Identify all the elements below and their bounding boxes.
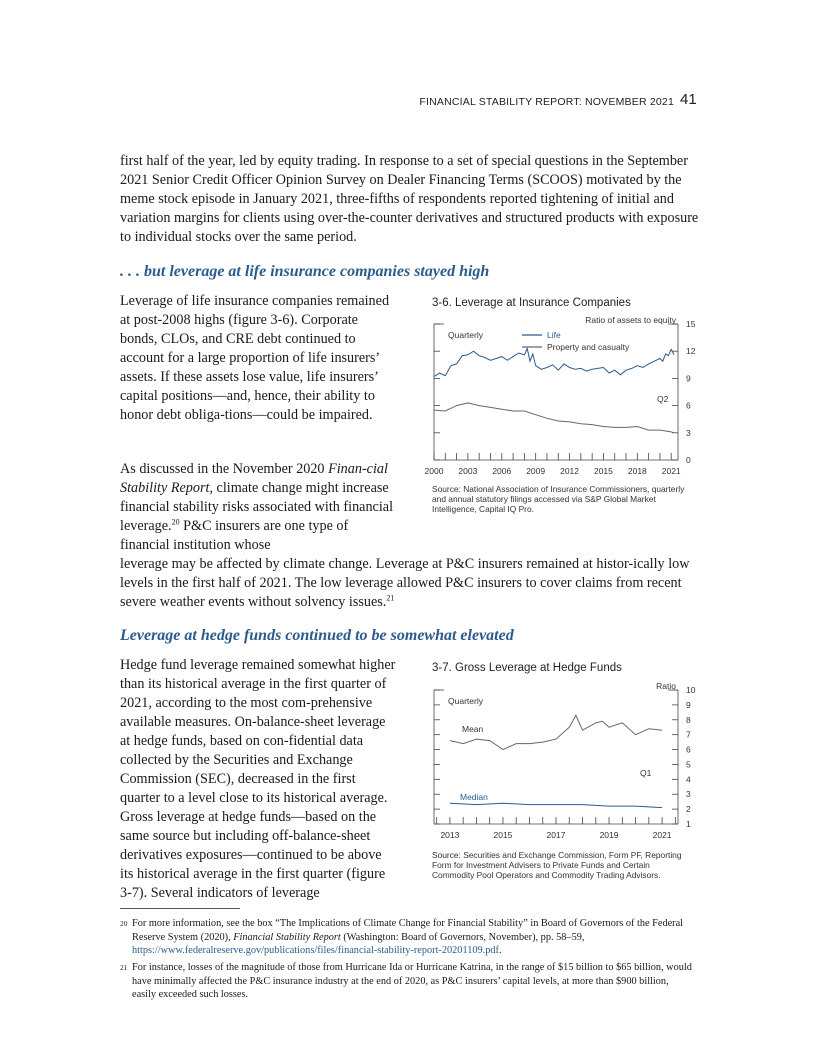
x-tick-label: 2000 bbox=[424, 466, 444, 476]
footnote-20 bbox=[120, 917, 692, 958]
x-tick-label: 2009 bbox=[526, 466, 546, 476]
intro-paragraph: first half of the year, led by equity trading. In response to a set of special questions in the September 2021 Senior Credit Officer Opinion Survey on Dealer Financing Terms (SCOOS) motivated by the meme stock episode in January 2021, three-fifths of respondents reported tightening of initial and variation margins for clients using over-the-counter derivatives and structured products with exposure to individual stocks over the same period. bbox=[120, 153, 699, 245]
climate-text-c: P&C insurers are one type of financial institution whose bbox=[120, 518, 349, 553]
series-pc-line bbox=[434, 403, 674, 433]
figure-3-7-title: 3-7. Gross Leverage at Hedge Funds bbox=[432, 662, 622, 674]
page-number: 41 bbox=[680, 91, 697, 108]
y-tick-label: 3 bbox=[686, 427, 691, 438]
y-tick-label: 1 bbox=[686, 819, 691, 829]
section-heading-life-insurance: . . . but leverage at life insurance companies stayed high bbox=[120, 263, 490, 280]
footnote-ref-20: 20 bbox=[171, 517, 180, 527]
x-tick-label: 2021 bbox=[652, 830, 672, 840]
footnote-20-italic: Financial Stability Report bbox=[233, 931, 341, 943]
insurance-leverage-svg bbox=[420, 310, 700, 480]
climate-text-a: As discussed in the November 2020 bbox=[120, 461, 329, 477]
y-axis-label: Ratio bbox=[656, 681, 676, 691]
hedge-fund-leverage-svg bbox=[420, 676, 700, 848]
series-life-line bbox=[434, 349, 674, 377]
footnote-20-number: 20 bbox=[120, 919, 128, 928]
footnote-divider bbox=[120, 908, 240, 909]
y-tick-label: 9 bbox=[686, 373, 691, 384]
climate-paragraph bbox=[120, 460, 396, 555]
fsr-title-italic: Finan-cial Stability Report, bbox=[120, 461, 388, 496]
x-tick-label: 2018 bbox=[627, 466, 647, 476]
x-tick-label: 2015 bbox=[593, 466, 613, 476]
footnote-20-text bbox=[120, 917, 692, 958]
x-tick-label: 2003 bbox=[458, 466, 478, 476]
life-insurance-paragraph: Leverage of life insurance companies remained at post-2008 highs (figure 3-6). Corporate bonds, CLOs, and CRE debt continued to account for a large proportion of life insurers’ assets. If these assets lose value, life insurers’ capital positions—and, hence, their ability to honor debt obliga-tions—could be impaired. bbox=[120, 293, 390, 423]
footnote-ref-21: 21 bbox=[386, 593, 395, 603]
series-median-label: Median bbox=[460, 792, 488, 802]
figure-3-6-source: Source: National Association of Insurance Commissioners, quarterly and annual statutory filings accessed via S&P Global Market Intelligence, Capital IQ Pro. bbox=[432, 484, 685, 514]
frequency-label: Quarterly bbox=[448, 330, 483, 340]
y-tick-label: 9 bbox=[686, 699, 691, 710]
y-tick-label: 8 bbox=[686, 714, 691, 725]
y-tick-label: 10 bbox=[686, 685, 696, 695]
y-tick-label: 2 bbox=[686, 804, 691, 815]
frequency-label: Quarterly bbox=[448, 696, 483, 706]
x-tick-label: 2012 bbox=[560, 466, 580, 476]
climate-text-b: climate change might increase financial stability risks associated with financial leverage. bbox=[120, 480, 394, 534]
x-tick-label: 2013 bbox=[440, 830, 460, 840]
footnote-20-text-b: (Washington: Board of Governors, November), pp. 58–59, bbox=[340, 931, 585, 943]
annotation-q1: Q1 bbox=[640, 768, 652, 778]
series-mean-label: Mean bbox=[462, 724, 484, 734]
footnote-21-text: For instance, losses of the magnitude of those from Hurricane Ida or Hurricane Katrina, in the range of $15 billion to $65 billion, would have minimally affected the P&C insurance industry at the end of 2020, as P&C insurers’ capital levels, at more than $900 billion, easily exceeded such losses. bbox=[132, 962, 692, 1001]
figure-3-6-title: 3-6. Leverage at Insurance Companies bbox=[432, 297, 631, 309]
figure-3-7-chart bbox=[420, 676, 700, 853]
y-tick-label: 5 bbox=[686, 759, 691, 770]
y-tick-label: 6 bbox=[686, 400, 691, 411]
footnote-20-text-a: For more information, see the box “The Implications of Climate Change for Financial Stability” in Board of Governors of the Federal Reserve System (2020), bbox=[132, 918, 684, 943]
y-tick-label: 7 bbox=[686, 729, 691, 740]
x-tick-label: 2006 bbox=[492, 466, 512, 476]
y-tick-label: 6 bbox=[686, 744, 691, 755]
x-tick-label: 2015 bbox=[493, 830, 513, 840]
y-tick-label: 12 bbox=[686, 346, 696, 357]
x-tick-label: 2019 bbox=[599, 830, 619, 840]
y-tick-label: 0 bbox=[686, 455, 691, 465]
x-tick-label: 2017 bbox=[546, 830, 566, 840]
series-median-line bbox=[450, 803, 662, 807]
footnote-20-end: . bbox=[498, 945, 502, 957]
y-tick-label: 15 bbox=[686, 319, 696, 329]
section-heading-hedge-funds: Leverage at hedge funds continued to be somewhat elevated bbox=[120, 627, 514, 644]
hedge-fund-paragraph: Hedge fund leverage remained somewhat higher than its historical average in the first quarter of 2021, according to the most com-prehensive available measures. On-balance-sheet leverage at hedge funds, based on con-fidential data collected by the Securities and Exchange Commission (SEC), decreased in the first quarter to a level close to its historical average. Gross leverage at hedge funds—based on the same source but including off-balance-sheet derivatives exposures—continued to be above its historical average in the first quarter (figure 3-7). Several indicators of leverage bbox=[120, 657, 396, 901]
footnote-21 bbox=[120, 961, 692, 1002]
figure-3-7-source: Source: Securities and Exchange Commission, Form PF, Reporting Form for Investment Advisers to Private Funds and Certain Commodity Pool Operators and Commodity Trading Advisors. bbox=[432, 850, 682, 880]
pc-insurers-paragraph bbox=[120, 555, 700, 612]
legend-life-label: Life bbox=[547, 330, 561, 340]
y-tick-label: 3 bbox=[686, 789, 691, 800]
y-axis-label: Ratio of assets to equity bbox=[585, 315, 676, 325]
y-tick-label: 4 bbox=[686, 774, 691, 785]
footnote-21-number: 21 bbox=[120, 963, 128, 972]
annotation-q2: Q2 bbox=[657, 394, 669, 404]
figure-3-6-chart bbox=[420, 310, 700, 485]
x-tick-label: 2021 bbox=[661, 466, 681, 476]
running-header: FINANCIAL STABILITY REPORT: NOVEMBER 2021 bbox=[419, 96, 674, 108]
legend-pc-label: Property and casualty bbox=[547, 342, 630, 352]
footnote-20-link[interactable]: https://www.federalreserve.gov/publications/files/financial-stability-report-20201109.pdf bbox=[132, 945, 499, 957]
pc-text: leverage may be affected by climate change. Leverage at P&C insurers remained at histor-ically low levels in the first half of 2021. The low leverage allowed P&C insurers to cover claims from recent severe weather events without solvency issues. bbox=[120, 556, 690, 610]
